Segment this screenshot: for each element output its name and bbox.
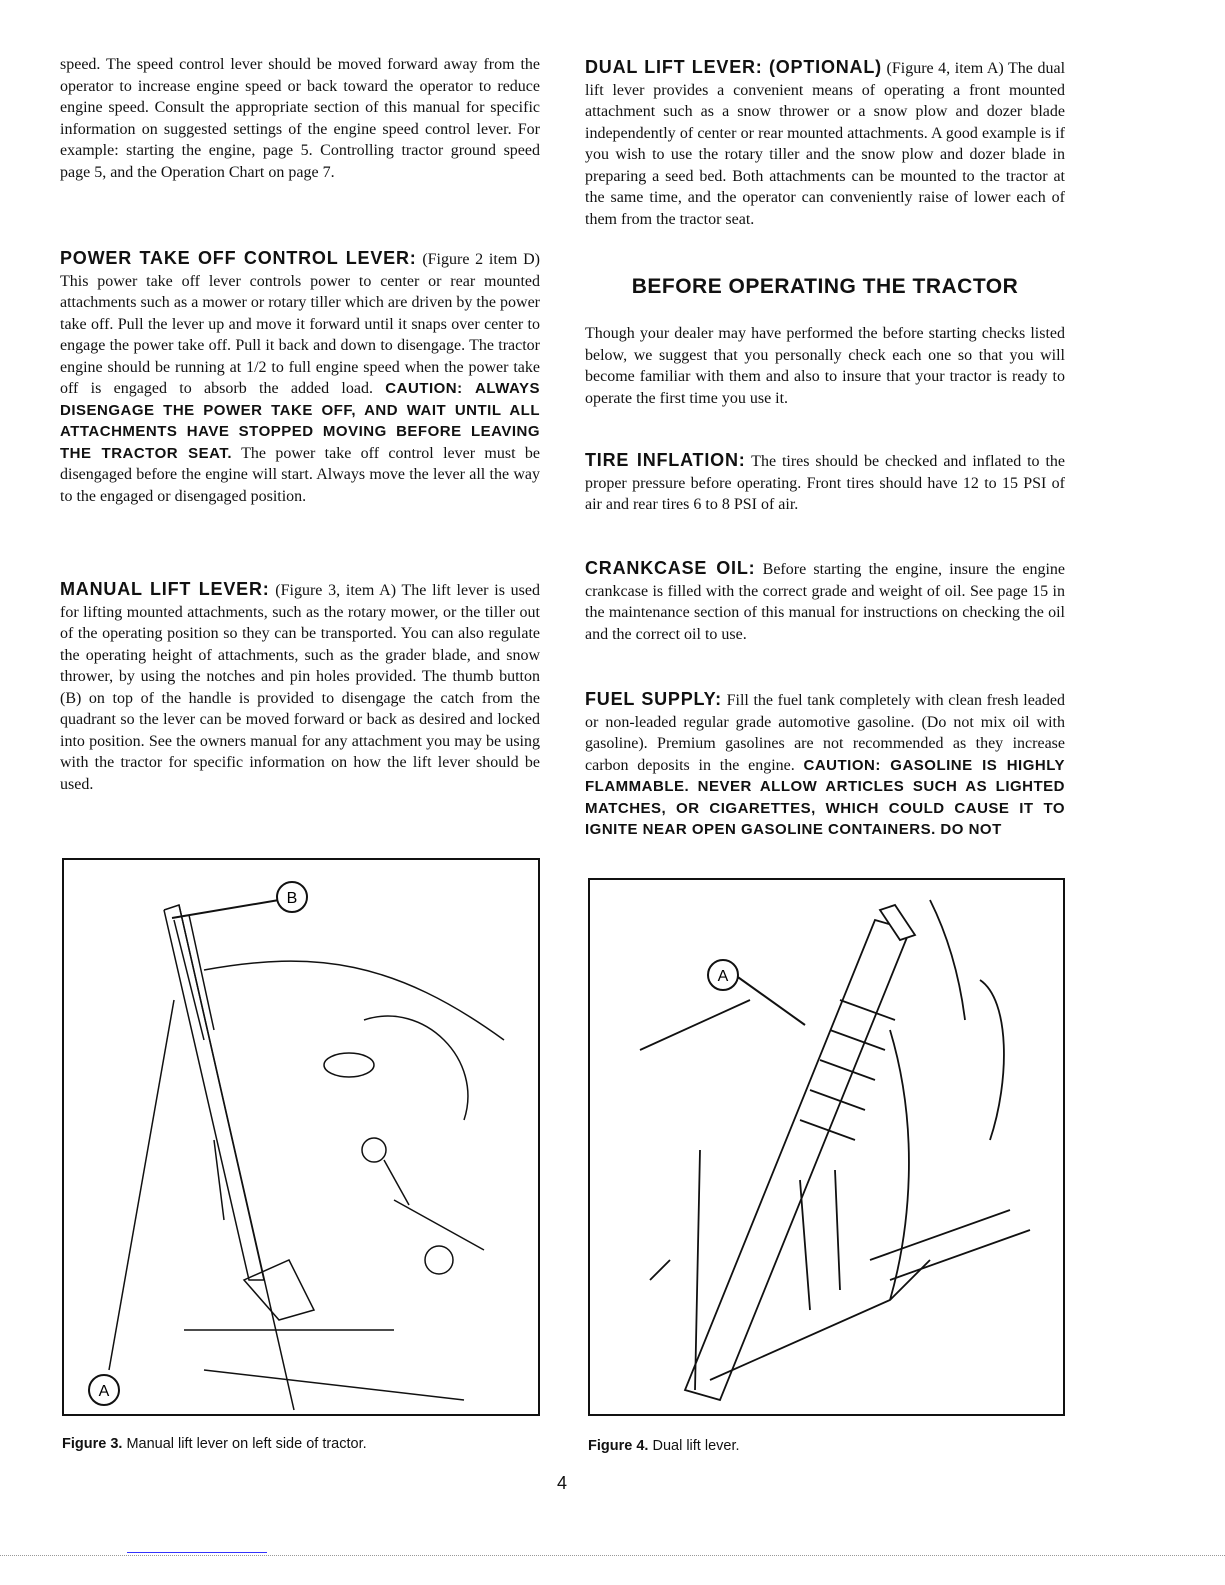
figure-4-caption-text: Dual lift lever. [648,1438,740,1454]
crankcase-body: Before starting the engine, insure the engine crankcase is filled with the correct grade and weight of oil. See page 15 in the maintenance section of this manual for instructions on checking the oil and the correct oil to use. [585,561,1065,643]
figure-3-caption-text: Manual lift lever on left side of tractor. [122,1436,367,1452]
svg-text:A: A [717,968,729,985]
pto-heading: POWER TAKE OFF CONTROL LEVER: [60,248,417,268]
dual-lift-body: (Figure 4, item A) The dual lift lever provides a convenient means of operating a front mounted attachment such as a snow thrower or a snow plow and dozer blade independently of center or rear mounted attachments. A good example is if you wish to use the rotary tiller and the snow plow and dozer blade in preparing a seed bed. Both attachments can be mounted to the tractor at the same time, and the operator can conveniently raise of lower each of them from the tractor seat. [585,60,1066,228]
tire-heading: TIRE INFLATION: [585,450,746,470]
page-bottom-divider [0,1555,1225,1556]
figure-3-illustration [62,858,540,1416]
dual-lift-heading: DUAL LIFT LEVER: (OPTIONAL) [585,57,882,77]
callout-a [708,960,738,990]
pto-section [60,249,540,507]
manual-lift-lever-drawing [64,860,538,1414]
svg-text:A: A [98,1383,110,1400]
crankcase-heading: CRANKCASE OIL: [585,558,756,578]
figure-3-caption [62,1435,367,1453]
figure-4-illustration [588,878,1065,1416]
pto-body: (Figure 2 item D) This power take off lever controls power to center or rear mounted attachments such as a mower or rotary tiller which are driven by the power take off. Pull the lever up and move it forward until it snaps over center to engage the power take off. Pull it back and down to disengage. The tractor engine should be running at 1/2 to full engine speed when the power take off is engaged to absorb the added load. [60,251,541,397]
tire-inflation-section [585,451,1065,516]
fuel-body: Fill the fuel tank completely with clean fresh leaded or non-leaded regular grade automotive gasoline. (Do not mix oil with gasoline). Premium gasolines are not recommended as they increase carbon deposits in the engine. [585,692,1066,774]
figure-4-caption [588,1437,740,1455]
dual-lift-lever-drawing [590,880,1063,1414]
fuel-heading: FUEL SUPPLY: [585,689,722,709]
fuel-supply-section [585,690,1065,841]
pto-body-end: The power take off control lever must be disengaged before the engine will start. Always move the lever all the way to the engaged or disengaged position. [60,444,540,505]
dual-lift-section [585,58,1065,230]
fuel-caution: CAUTION: GASOLINE IS HIGHLY FLAMMABLE. NEVER ALLOW ARTICLES SUCH AS LIGHTED MATCHES, OR CIGARETTES, WHICH COULD CAUSE IT TO IGNITE NEAR OPEN GASOLINE CONTAINERS. DO NOT [585,756,1065,838]
speed-control-paragraph: speed. The speed control lever should be moved forward away from the operator to increase engine speed or back toward the operator to reduce engine speed. Consult the appropriate section of this manual for specific information on suggested settings of the engine speed control lever. For example: starting the engine, page 5. Controlling tractor ground speed page 5, and the Operation Chart on page 7. [60,56,540,181]
link-underline [127,1552,267,1553]
manual-lift-section [60,580,540,795]
tire-body: The tires should be checked and inflated to the proper pressure before operating. Front tires should have 12 to 15 PSI of air and rear tires 6 to 8 PSI of air. [585,453,1065,513]
svg-text:B: B [286,890,298,907]
callout-b [277,882,307,912]
pto-caution: CAUTION: ALWAYS DISENGAGE THE POWER TAKE OFF, AND WAIT UNTIL ALL ATTACHMENTS HAVE STOPPED MOVING BEFORE LEAVING THE TRACTOR SEAT. [60,380,540,462]
manual-lift-body: (Figure 3, item A) The lift lever is used for lifting mounted attachments, such as the rotary mower, or the tiller out of the operating position so they can be transported. You can also regulate the operating height of attachments, such as the grader blade, and snow thrower, by using the notches and pin holes provided. The thumb button (B) on top of the handle is provided to disengage the catch from the quadrant so the lever can be moved forward or back as desired and locked into position. See the owners manual for any attachment you may be using with the tractor for specific information on how the lift lever should be used. [60,582,540,793]
figure-3-number: Figure 3. [62,1436,123,1452]
manual-lift-heading: MANUAL LIFT LEVER: [60,579,270,599]
figure-4-number: Figure 4. [588,1438,649,1454]
crankcase-oil-section [585,559,1065,645]
section-title: BEFORE OPERATING THE TRACTOR [631,275,1019,298]
callout-a [89,1375,119,1405]
page-number: 4 [557,1473,568,1493]
before-operating-intro: Though your dealer may have performed the before starting checks listed below, we suggest that you personally check each one so that you will become familiar with them and also to insure that your tractor is ready to operate the first time you use it. [585,325,1065,407]
